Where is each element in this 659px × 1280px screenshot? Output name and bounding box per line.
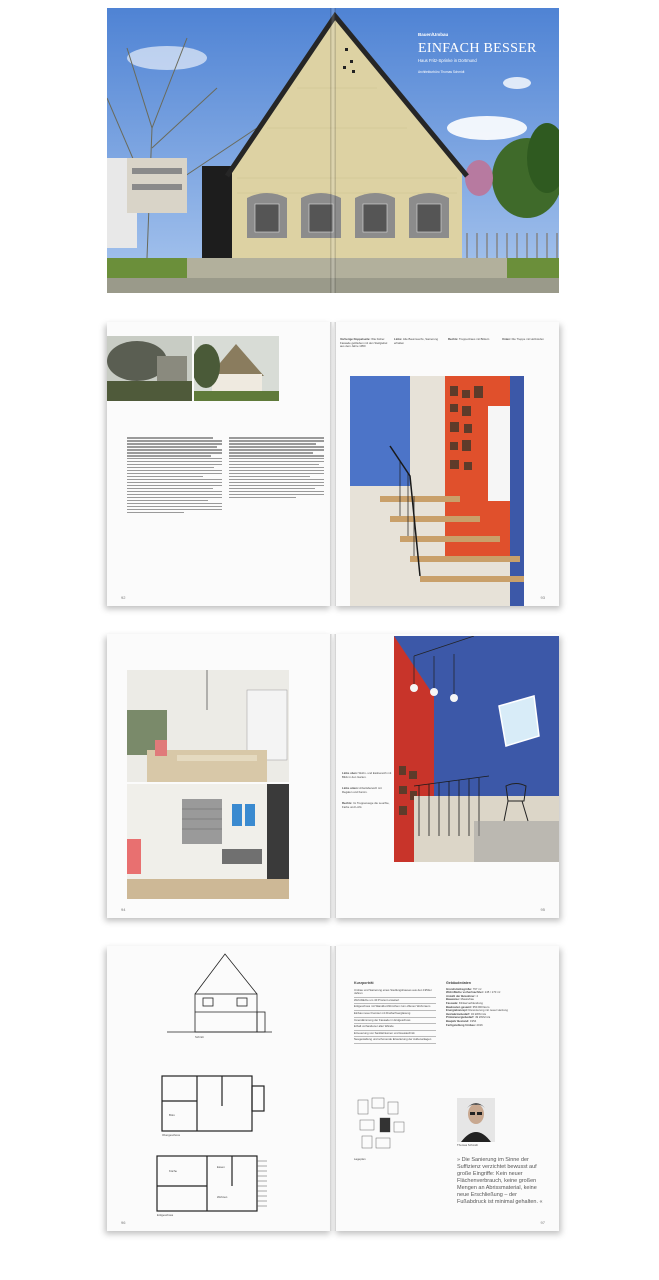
- page-left: [107, 322, 332, 606]
- page-left: [107, 634, 332, 918]
- page-left: [107, 946, 332, 1231]
- list-item: Erhalt vorhandener alter Wände: [354, 1024, 436, 1031]
- spread-two: [107, 322, 559, 606]
- gutter: [330, 634, 336, 918]
- page-right: [334, 946, 559, 1231]
- study-room-photo: [127, 784, 289, 899]
- spread-four: [107, 946, 559, 1231]
- stairwell-image: [350, 376, 524, 606]
- body-text-column-1: [127, 437, 222, 587]
- study-room-image: [127, 784, 289, 899]
- room-label: Küche: [169, 1169, 177, 1173]
- page-number: 96: [121, 1220, 126, 1225]
- house-back-photo: [194, 336, 279, 401]
- building-facts: [446, 982, 546, 1027]
- fact-row: Heizwärmebedarf: 34 kWh/m²a: [446, 1011, 486, 1016]
- caption: Links unten: Arbeitsbereich mit Regalen und Kamin.: [342, 786, 382, 794]
- page-number: 97: [540, 1220, 545, 1225]
- list-item: Innendämmung der Fassade im Erdgeschoss: [354, 1018, 436, 1025]
- article-author: Architekturbüro Thomas Schmidt: [418, 70, 465, 74]
- spread-three: [107, 634, 559, 918]
- fact-row: Grundstücksgröße: 797 m²: [446, 986, 482, 991]
- floor-plans-drawing: [107, 946, 332, 1231]
- page-right: [334, 634, 559, 918]
- stair-landing-image: [394, 636, 559, 862]
- architect-portrait: [457, 1098, 495, 1142]
- body-text-column-2: [229, 437, 324, 567]
- site-plan-label: Lageplan: [354, 1157, 366, 1161]
- facts-title: Gebäudedaten: [446, 981, 471, 985]
- room-label: Wohnen: [217, 1195, 228, 1199]
- caption: Rechts: Treppenhaus mit Bildern: [448, 337, 490, 341]
- garden-image: [107, 336, 192, 401]
- article-subtitle: Haus Fritz-Sprinke in Dortmund: [418, 58, 477, 63]
- key-features-list: [354, 982, 436, 1044]
- living-room-photo: [127, 670, 289, 782]
- caption: Unten: Die Treppe mit Holzstufen: [502, 337, 544, 341]
- list-item: Einbau neuer Fenster mit Dreifachverglasung: [354, 1011, 436, 1018]
- site-plan: [354, 1096, 408, 1156]
- list-title: Kurzporträt: [354, 981, 374, 985]
- plan-label-upper: Obergeschoss: [162, 1133, 181, 1137]
- fact-row: Wohnfläche vorher/nachher: 145 / 170 m²: [446, 990, 501, 995]
- caption-row: [340, 338, 550, 349]
- list-item: Umbau und Sanierung eines Siedlungshauses aus den 1950er Jahren: [354, 988, 436, 998]
- spread-cover: [107, 8, 559, 293]
- stair-landing-photo: [394, 636, 559, 862]
- page-number: 93: [540, 595, 545, 600]
- caption-column: [342, 772, 392, 810]
- portrait-image: [457, 1098, 495, 1142]
- fact-row: Fassade: Klinkerverblendung: [446, 1000, 483, 1005]
- room-label: Essen: [217, 1165, 225, 1169]
- caption: Links oben: Wohn- und Essbereich mit Blick in den Garten.: [342, 771, 392, 779]
- article-title: EINFACH BESSER: [418, 41, 537, 56]
- site-plan-drawing: [354, 1096, 408, 1156]
- list-item: Wohnfläche um 40 Prozent erweitert: [354, 998, 436, 1005]
- caption: Links: Alte Baumwuchs, Sanierung erhalten: [394, 337, 439, 345]
- plan-label-ground: Erdgeschoss: [157, 1213, 174, 1217]
- gutter: [330, 322, 336, 606]
- page-number: 92: [121, 595, 126, 600]
- portrait-name: Thomas Schmidt: [457, 1143, 478, 1147]
- fact-row: Energiekonzept: Renovierung mit neuer Heizung: [446, 1008, 508, 1013]
- fact-row: Anzahl der Bewohner: 4: [446, 993, 478, 998]
- fact-row: Bauweise: Massivbau: [446, 997, 474, 1002]
- caption: Vorherige Doppelseite: Wie bisher. Fassade geblieben mit den Steilgiebel aus dem Jahre 1950: [340, 337, 388, 349]
- house-back-image: [194, 336, 279, 401]
- page-number: 95: [540, 907, 545, 912]
- fact-row: Baujahr Bestand: 1954: [446, 1018, 477, 1023]
- gutter: [330, 946, 336, 1231]
- living-room-image: [127, 670, 289, 782]
- plan-label-section: Schnitt: [195, 1035, 204, 1039]
- article-kicker: Bauen/Umbau: [418, 32, 449, 37]
- list-item: Erdgeschoss mit Wanddurchbrüchen zum offenen Wohnraum: [354, 1004, 436, 1011]
- fact-row: Primärenergiebedarf: 49 kWh/m²a: [446, 1015, 491, 1020]
- room-label: Büro: [169, 1113, 175, 1117]
- page-right: [334, 322, 559, 606]
- gutter: [330, 8, 336, 293]
- list-item: Erneuerung von Sanitärräumen und Haustechnik: [354, 1031, 436, 1038]
- stairwell-photo: [350, 376, 524, 606]
- page-number: 94: [121, 907, 126, 912]
- list-item: Neugestaltung und schonende Erweiterung der Außenanlagen: [354, 1037, 436, 1044]
- pull-quote: » Die Sanierung im Sinne der Suffizienz verzichtet bewusst auf große Eingriffe: Kein neuer Flächenverbrauch, keine großen Mengen an Abrissmaterial, keine neue Erschließung – der Fußabdruck ist minimal gehalten. «: [457, 1157, 543, 1205]
- fact-row: Fertigstellung Umbau: 2016: [446, 1022, 483, 1027]
- fact-row: Baukosten gesamt: 350.000 Euro: [446, 1004, 490, 1009]
- caption: Rechts: Im Treppenauge die Leuchte, Farbe und Licht.: [342, 801, 390, 809]
- garden-photo: [107, 336, 192, 401]
